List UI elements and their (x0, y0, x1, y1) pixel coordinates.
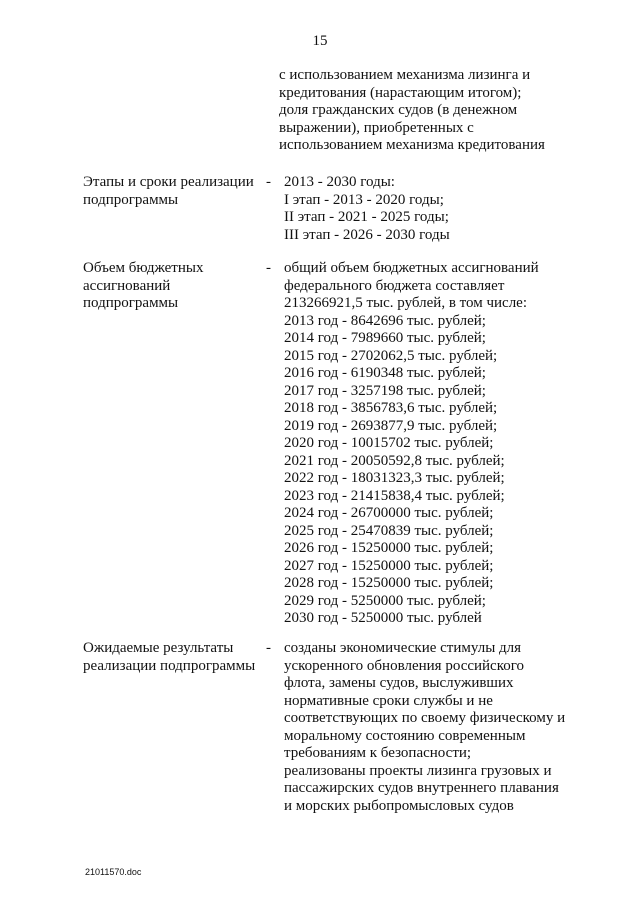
value-line: I этап - 2013 - 2020 годы; (284, 191, 444, 208)
value-line: и морских рыбопромысловых судов (284, 797, 514, 814)
section-label (83, 640, 263, 675)
document-code: 21011570.doc (85, 867, 142, 877)
label-line: Объем бюджетных (83, 260, 204, 276)
value-line: 2028 год - 15250000 тыс. рублей; (284, 575, 494, 591)
page-number: 15 (312, 33, 328, 49)
value-line: II этап - 2021 - 2025 годы; (284, 209, 449, 225)
section-value (284, 260, 624, 628)
value-line: 2019 год - 2693877,9 тыс. рублей; (284, 417, 498, 434)
text-line: доля гражданских судов (в денежном (279, 102, 518, 118)
section-value (284, 174, 624, 244)
value-line: 2017 год - 3257198 тыс. рублей; (284, 382, 486, 399)
value-line: 2018 год - 3856783,6 тыс. рублей; (284, 400, 498, 416)
value-line: 2023 год - 21415838,4 тыс. рублей; (284, 487, 505, 504)
label-line: ассигнований (83, 277, 171, 294)
value-line: III этап - 2026 - 2030 годы (284, 226, 450, 243)
value-line: 2014 год - 7989660 тыс. рублей; (284, 330, 486, 346)
dash-separator: - (266, 260, 271, 276)
value-line: созданы экономические стимулы для (284, 640, 522, 656)
value-line: 213266921,5 тыс. рублей, в том числе: (284, 295, 528, 311)
value-line: 2026 год - 15250000 тыс. рублей; (284, 540, 494, 556)
value-line: ускоренного обновления российского (284, 657, 525, 674)
value-line: 2015 год - 2702062,5 тыс. рублей; (284, 347, 498, 364)
text-line: с использованием механизма лизинга и (279, 67, 531, 83)
value-line: общий объем бюджетных ассигнований (284, 260, 539, 276)
value-line: 2013 год - 8642696 тыс. рублей; (284, 312, 486, 329)
value-line: 2025 год - 25470839 тыс. рублей; (284, 522, 494, 539)
section-value (284, 640, 624, 815)
value-line: 2024 год - 26700000 тыс. рублей; (284, 505, 494, 521)
continuation-text (279, 67, 619, 155)
text-line: кредитования (нарастающим итогом); (279, 84, 522, 101)
label-line: Ожидаемые результаты (83, 640, 234, 656)
label-line: реализации подпрограммы (83, 657, 256, 674)
value-line: нормативные сроки службы и не (284, 692, 493, 709)
value-line: моральному состоянию современным (284, 727, 526, 744)
text-line: использованием механизма кредитования (279, 137, 545, 153)
value-line: 2022 год - 18031323,3 тыс. рублей; (284, 470, 505, 486)
value-line: 2013 - 2030 годы: (284, 174, 395, 190)
dash-separator: - (266, 174, 271, 190)
section-label (83, 174, 263, 209)
value-line: 2029 год - 5250000 тыс. рублей; (284, 592, 486, 609)
section-label (83, 260, 263, 313)
value-line: 2030 год - 5250000 тыс. рублей (284, 610, 482, 626)
value-line: 2021 год - 20050592,8 тыс. рублей; (284, 452, 505, 469)
value-line: пассажирских судов внутреннего плавания (284, 780, 559, 796)
value-line: флота, замены судов, выслуживших (284, 675, 514, 691)
value-line: 2027 год - 15250000 тыс. рублей; (284, 557, 494, 574)
dash-separator: - (266, 640, 271, 656)
value-line: 2016 год - 6190348 тыс. рублей; (284, 365, 486, 381)
text-line: выражении), приобретенных с (279, 119, 474, 136)
value-line: 2020 год - 10015702 тыс. рублей; (284, 435, 494, 451)
label-line: подпрограммы (83, 295, 179, 311)
value-line: реализованы проекты лизинга грузовых и (284, 762, 552, 779)
label-line: подпрограммы (83, 191, 179, 208)
value-line: требованиям к безопасности; (284, 745, 472, 761)
label-line: Этапы и сроки реализации (83, 174, 254, 190)
value-line: федерального бюджета составляет (284, 277, 505, 294)
value-line: соответствующих по своему физическому и (284, 710, 566, 726)
